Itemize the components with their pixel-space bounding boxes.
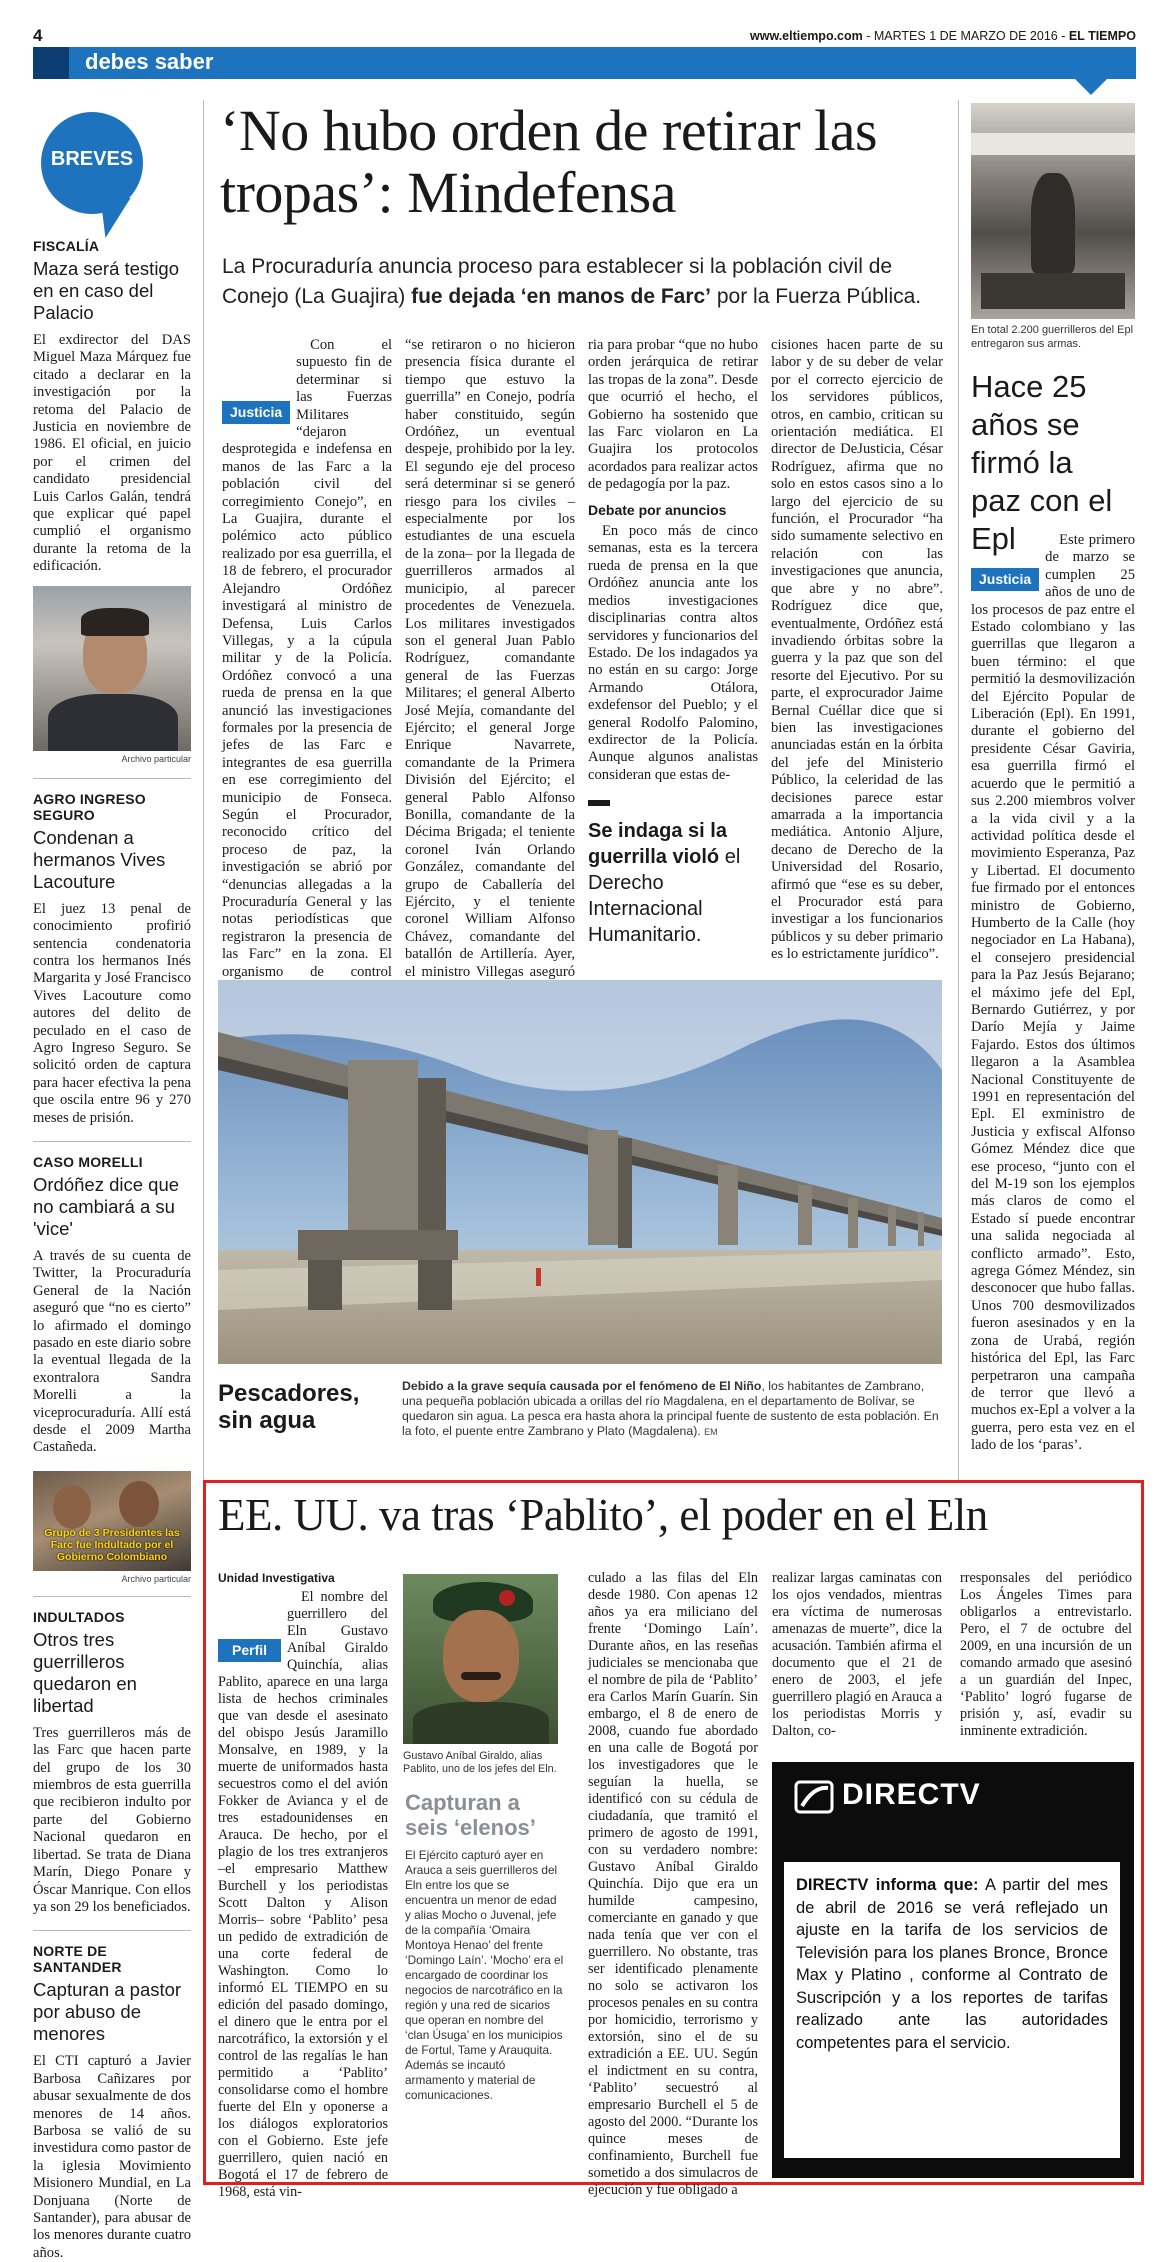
side-headline[interactable]: Capturan a seis ‘elenos’ [405, 1790, 536, 1840]
pablito-column-3: culado a las filas del Eln desde 1980. Con apenas 12 años ya era miliciano del frente ‘Domingo Laín’. Durante años, en las reseñas judiciales se mencionaba que el nombre de pila de ‘Pablito’ era Carlos Marín Guarín. Sin embargo, el 8 de enero de 2008, cuando fue abordado en una calle de Bogotá por los investigadores que le seguían la huella, se identificó con su cédula de ciudadanía, que tramitó el primero de agosto de 1991, con su verdadero nombre: Gustavo Aníbal Giraldo Quinchía. Dijo que era un humilde campesino, comerciante en ganado y que nada tenía que ver con el guerrillero. No obstante, tras ser identificado plenamente no solo se activaron los procesos penales en su contra por homicidio, terrorismo y extorsión, sino el de su extradición a EE. UU. Según el indictment en su contra, ‘Pablito’ secuestró al empresario Burchell el 5 de agosto del 2000. “Durante los quince meses de confinamiento, Burchell fue sometido a dos simulacros de ejecución y fue obligado a [588, 1570, 758, 2198]
lead-column-4: cisiones hacen parte de su labor y de su deber de velar por el correcto ejercicio de los servidores públicos, otros, en cambio, critican su orientación mediática. El director de DeJusticia, César Rodríguez, afirma que no solo en estos casos sino a lo largo del ejercicio de su función, el Procurador “ha sido sumamente selectivo en relación con las investigaciones que anuncia, que abre y no abre”. Rodríguez dice que, eventualmente, Ordóñez está invadiendo órbitas sobre la guerra y la paz que son del resorte del Ejecutivo. Por su parte, el exprocurador Jaime Bernal Cuéllar dice que si bien las investigaciones anunciadas están en la órbita del jefe del Ministerio Público, la celeridad de las decisiones parece estar amarrada a la importancia mediática. Antonio Aljure, decano de Derecho de la Universidad del Rosario, afirmó que “ese es su deber, el Procurador está para investigar a los funcionarios públicos y su deber primario es lo estrictamente jurídico”. [771, 337, 943, 963]
perfil-tag[interactable]: Perfil [218, 1639, 281, 1662]
brief-kicker: NORTE DE SANTANDER [33, 1943, 122, 1976]
pablito-column-4: realizar largas caminatas con los ojos vendados, mientras era víctima de numerosas amenazas de muerte”, dice la acusación. También afirma el documento que el 21 de enero de 2003, el jefe guerrillero plagió en Arauca a los periodistas Morris y Dalton, co- [772, 1570, 942, 1739]
deck-text: La Procuraduría anuncia proceso para establecer si la población civil de Conejo (La Guajira) [222, 255, 893, 308]
ad-notice-lead: DIRECTV informa que: [796, 1876, 979, 1894]
brief-divider [33, 1930, 191, 1931]
section-bar-arrow [1075, 79, 1107, 95]
breves-badge [41, 100, 151, 240]
photo-overlay-text: Grupo de 3 Presidentes las Farc fue Indultado por el Gobierno Colombiano [44, 1526, 180, 1563]
caption-text: , los habitantes de Zambrano, una pequeña población ubicada a orillas del río Magdalena, en el departamento de Bolívar, se quedaron sin agua. La pesca era hasta ahora la principal fuente de sustento de esta población. En la foto, el puente entre Zambrano y Plato (Magdalena). [402, 1379, 939, 1438]
breves-column [33, 100, 191, 2262]
brief-divider [33, 1141, 191, 1142]
pablito-portrait [403, 1574, 558, 1744]
brief-kicker: INDULTADOS [33, 1608, 125, 1625]
epl-headline[interactable]: Hace 25 años se firmó la paz con el Epl [971, 369, 1113, 556]
directv-wordmark: DIRECTV [842, 1778, 981, 1811]
brief-divider [33, 778, 191, 779]
section-bar [33, 47, 1136, 79]
site-url[interactable]: www.eltiempo.com [750, 29, 863, 43]
lead-column-3: ria para probar “que no hubo orden jerárquica de retirar las tropas de la zona”. Desde que ocurrió el hecho, el Gobierno ha sostenido que las Farc violaron en La Guajira los protocolos acordados para realizar actos de pedagogía por la paz. Debate por anuncios En poco más de cinco semanas, esta es la tercera rueda de prensa en la que Ordóñez anuncia ante los medios investigaciones disciplinarias contra altos servidores y funcionarios del Estado. De los indagados ya no están en su cargo: Jorge Armando Otálora, exdefensor del Pueblo; y el general Rodolfo Palomino, exdirector de la Policía. Aunque algunos analistas consideran que estas de- Se indaga si la guerrilla violó el Derecho Internacional Humanitario. [588, 337, 758, 947]
epl-archive-photo [971, 103, 1135, 319]
pablito-photo-caption: Gustavo Aníbal Giraldo, alias Pablito, uno de los jefes del Eln. [403, 1750, 557, 1775]
breves-badge-label: BREVES [50, 148, 134, 170]
photo-credit: Archivo particular [121, 1573, 191, 1584]
face [443, 1610, 519, 1702]
justicia-tag[interactable]: Justicia [971, 568, 1039, 591]
photo-credit: EM [704, 1427, 718, 1437]
brand-name: EL TIEMPO [1068, 29, 1136, 43]
masthead-line: www.eltiempo.com - MARTES 1 DE MARZO DE 2016 - EL TIEMPO [750, 29, 1136, 43]
page-number: 4 [33, 26, 43, 45]
column-rule [958, 100, 959, 1480]
lead-headline[interactable]: ‘No hubo orden de retirar las tropas’: Mindefensa [220, 98, 878, 225]
section-bar-left-stripe [33, 47, 69, 79]
lead-subhead: Debate por anuncios [588, 501, 727, 518]
lead-column-2: “se retiraron o no hicieron presencia física durante el tiempo que estuvo la guerrilla” en Conejo, podría haber constituido, según Ordóñez, un eventual despeje, prohibido por la ley. El segundo eje del proceso será determinar si se generó riesgo para los civiles –especialmente por los estudiantes de una escuela de la zona– por la llegada de guerrilleros armados al municipio, al parecer procedentes de Venezuela. Los militares investigados son el general Juan Pablo Rodríguez, comandante general de las Fuerzas Militares; el general Alberto José Mejía, comandante del Ejército; el general Jorge Enrique Navarrete, comandante de la Primera División del Ejército; el general Pablo Alfonso Bonilla, comandante de la Décima Brigada; el teniente coronel Iván Orlando González, comandante del grupo de Caballería del Ejército, y el teniente coronel William Alfonso Chávez, comandante del batallón de Artillería. Ayer, el ministro Villegas aseguró [405, 337, 575, 980]
brief-kicker: AGRO INGRESO SEGURO [33, 790, 146, 823]
brief-divider [33, 1596, 191, 1597]
epl-photo-caption: En total 2.200 guerrilleros del Epl entregaron sus armas. [971, 324, 1134, 350]
pull-quote [588, 818, 758, 948]
lead-deck [222, 252, 952, 312]
pull-quote-bold: Se indaga si la guerrilla violó [588, 820, 727, 869]
person-right [119, 1481, 159, 1527]
indultados-photo [33, 1471, 191, 1571]
brief-body: El juez 13 penal de conocimiento profirió sentencia condenatoria contra los hermanos Inés Margarita y José Francisco Vives Lacouture como autores del delito de peculado en el caso de Agro Ingreso Seguro. Se solicitó orden de captura para hacer efectiva la pena que oscila entre 96 y 270 meses de prisión. [33, 900, 191, 1126]
deck-text-end: por la Fuerza Pública. [711, 285, 922, 308]
tent-roof [971, 133, 1135, 155]
bridge-photo-caption [402, 1379, 942, 1440]
pablito-column-1: Unidad Investigativa Perfil El nombre del guerrillero del Eln Gustavo Aníbal Giraldo Quinchía, alias Pablito, aparece en una larga lista de hechos criminales que van desde el asesinato del obispo Jesús Jaramillo Monsalve, en 1989, y la muerte de uniformados hasta secuestros como el del avión Fokker de Avianca y el de tres estadounidenses en Arauca. De hecho, por el plagio de los tres extranjeros –el empresario Matthew Burchell y los periodistas Scott Dalton y Alison Morris– sobre ‘Pablito’ pesa un pedido de extradición de una corte federal de Washington. Como lo informó EL TIEMPO en su edición del pasado domingo, el dinero que le entra por el narcotráfico, la extorsión y el control de las regalías le han permitido a ‘Pablito’ consolidarse como el hombre fuerte del Eln y oponerse a los diálogos exploratorios con el Gobierno. Este jefe guerrillero, quien nació en Bogotá el 17 de febrero de 1968, está vin- [218, 1571, 388, 2200]
person-left [53, 1485, 91, 1529]
bridge-illustration [218, 980, 942, 1364]
soldier-figure [1031, 173, 1075, 273]
directv-ad[interactable] [772, 1762, 1134, 2178]
photo-credit: Archivo particular [121, 753, 191, 764]
brief-title[interactable]: Maza será testigo en en caso del Palacio [33, 258, 180, 323]
portrait-suit [48, 694, 178, 751]
ad-notice [784, 1862, 1120, 2158]
brief-body: El exdirector del DAS Miguel Maza Márquez fue citado a declarar en la investigación por la retoma del Palacio de Justicia en noviembre de 1986. El oficial, en juicio por el crimen del candidato presidencial Luis Carlos Galán, tendrá que explicar qué papel cumplió el organismo durante la retoma de la edificación. [33, 332, 191, 575]
column-rule [203, 100, 204, 1500]
issue-date: MARTES 1 DE MARZO DE 2016 [873, 29, 1058, 43]
byline: Unidad Investigativa [218, 1571, 335, 1585]
uniform [413, 1702, 549, 1744]
brief-kicker: CASO MORELLI [33, 1153, 143, 1170]
pablito-headline[interactable]: EE. UU. va tras ‘Pablito’, el poder en el Eln [218, 1490, 988, 1540]
bridge-photo [218, 980, 942, 1364]
epl-body: Justicia Este primero de marzo se cumplen 25 años de uno de los procesos de paz entre el Estado colombiano y las guerrillas que llegaron a buen término: el que permitió la desmovilización del Ejército Popular de Liberación (Epl). En 1991, durante el gobierno del presidente César Gaviria, esa guerrilla firmó el acuerdo que le permitió a sus 2.200 miembros volver a la vida civil y a la actividad política desde el movimiento Esperanza, Paz y Libertad. El documento fue firmado por el entonces ministro de Gobierno, Humberto de la Calle (hoy negociador en La Habana), el consejero presidencial para la Paz Jesús Bejarano; el máximo jefe del Epl, Bernardo Gutiérrez, y por Darío Mejía y Jaime Fajardo. Estos dos últimos llegaron a la Asamblea Nacional Constituyente de 1991 en representación del Epl. El exministro de Justicia y exfiscal Alfonso Gómez Méndez dice que ese proceso, “junto con el del M-19 son los ejemplos más claros de como el Estado sí puede encontrar una salida negociada al conflicto armado”. Esto, agrega Gómez Méndez, sin desconocer que hubo fallas. Unos 700 desmovilizados fueron asesinados y en la zona de Urabá, región histórica del Epl, las Farc perpetraron una campaña de terror que llevó a muchos ex-Epl a volver a la guerra, pero esta vez en el lado de los ‘paras’. [971, 532, 1135, 1454]
side-body: El Ejército capturó ayer en Arauca a seis guerrilleros del Eln entre los que se encuentra un menor de edad y alias Mocho o Juvenal, jefe de la compañía ‘Omaira Montoya Henao’ del frente ‘Domingo Laín’. ‘Mocho’ era el encargado de coordinar los negocios de narcotráfico en la región y una red de sicarios que operan en nombre del ‘clan Úsuga’ en los municipios de Fortul, Tame y Arauquita. Además se incautó armamento y material de comunicaciones. [405, 1848, 564, 2102]
caption-bold: Debido a la grave sequía causada por el fenómeno de El Niño [402, 1379, 762, 1393]
justicia-tag[interactable]: Justicia [222, 401, 290, 424]
portrait-hair [81, 608, 149, 636]
lead-column-1: Justicia Con el supuesto fin de determinar si las Fuerzas Militares “dejaron desprotegida e indefensa en manos de las Farc a la población civil del corregimiento Conejo”, en La Guajira, durante el polémico acto público realizado por esa guerrilla, el 18 de febrero, el procurador Alejandro Ordóñez investigará al ministro de Defensa, Luis Carlos Villegas, y a la cúpula militar y de la Policía. Ordóñez convocó a una rueda de prensa en la que anunció las investigaciones formales por la presencia de jefes de las Farc e integrantes de esa guerrilla en ese corregimiento del municipio de Fonseca. Según el Procurador, reconocido crítico del proceso de paz, la investigación se abrió por “denuncias allegadas a la Procuraduría General y las notas periodísticas que registraron la presencia de las Farc” en la zona. El organismo de control [222, 337, 392, 980]
brief-title[interactable]: Otros tres guerrilleros quedaron en libertad [33, 1628, 137, 1716]
deck-highlight: fue dejada ‘en manos de Farc’ [411, 285, 712, 308]
brief-kicker: FISCALÍA [33, 238, 100, 254]
ad-notice-text: A partir del mes de abril de 2016 se verá reflejado un ajuste en la tarifa de los servicios de Televisión para los planes Bronce, Bronce Max y Platino , conforme al Contrato de Suscripción y a los reportes de tarifas realizado ante las autoridades competentes para el servicio. [796, 1876, 1108, 2052]
brief-title[interactable]: Ordóñez dice que no cambiará a su 'vice' [33, 1173, 180, 1239]
beret-badge [499, 1590, 515, 1606]
section-title: debes saber [85, 49, 214, 74]
directv-swoosh-icon [794, 1780, 834, 1814]
brief-body: El CTI capturó a Javier Barbosa Cañizares por abusar sexualmente de dos menores de 14 años. Barbosa se valió de su investidura como pastor de la iglesia Movimiento Misionero Mundial, en La Donjuana (Norte de Santander), para abusar de los menores durante cuatro años. [33, 2053, 191, 2261]
pull-quote-rule [588, 800, 610, 806]
bridge-photo-title[interactable]: Pescadores, sin agua [218, 1380, 360, 1434]
brief-title[interactable]: Capturan a pastor por abuso de menores [33, 1979, 182, 2045]
pablito-column-5: rresponsales del periódico Los Ángeles Times para obligarlos a entrevistarlo. Pero, el 7 de octubre del 2009, en una incursión de un comando armado que asesinó a un guardián del Inpec, ‘Pablito’ logró fugarse de prisión y, así, evadir su inminente extradición. [960, 1570, 1132, 1739]
brief-body: Tres guerrilleros más de las Farc que hacen parte del grupo de los 30 miembros de esta guerrilla que recibieron indulto por parte del Gobierno Nacional quedaron en libertad. Se trata de Diana Marín, Diego Ponare y Óscar Manrique. Con ellos ya son 29 los beneficiados. [33, 1724, 191, 1915]
maza-portrait-photo [33, 586, 191, 751]
breves-badge-tail [93, 198, 130, 238]
brief-title[interactable]: Condenan a hermanos Vives Lacouture [33, 826, 166, 892]
weapons-pile [981, 273, 1125, 309]
pull-quote-text: el Derecho Internacional Humanitario. [588, 846, 741, 947]
brief-body: A través de su cuenta de Twitter, la Procuraduría General de la Nación aseguró que “no es cierto” lo afirmado el domingo pasado en este diario sobre la eventual llegada de la exontralora Sandra Morelli a la viceprocuraduría. Allí está desde el 2009 Martha Castañeda. [33, 1247, 191, 1456]
mustache [461, 1672, 501, 1680]
